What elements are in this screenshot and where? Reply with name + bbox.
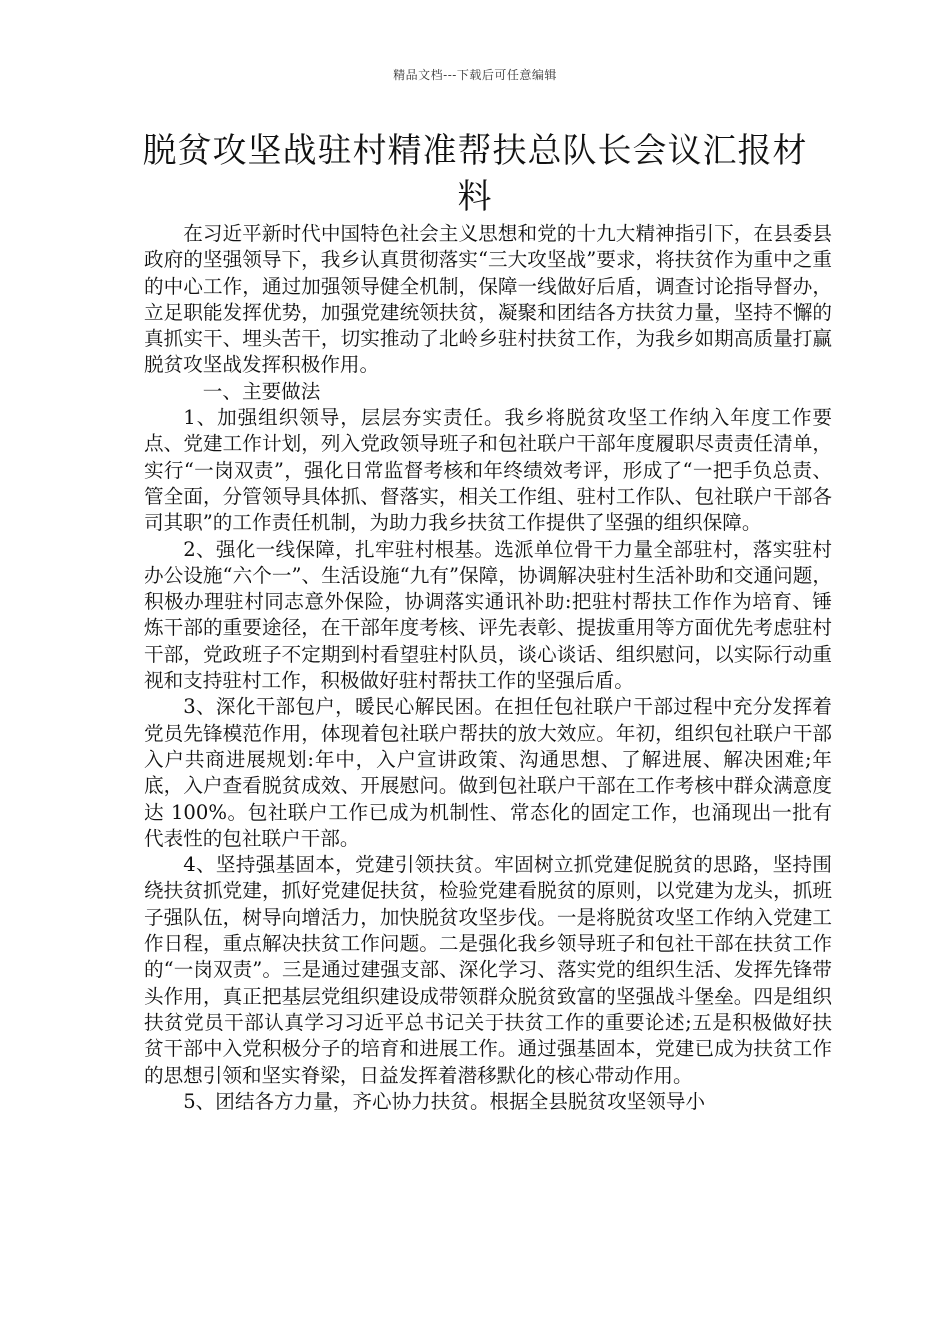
body-paragraph-2: 2、强化一线保障，扎牢驻村根基。选派单位骨干力量全部驻村，落实驻村办公设施“六个一”、生活设施“九有”保障，协调解决驻村生活补助和交通问题，积极办理驻村同志意外保险，协调落实通讯补助:把驻村帮扶工作作为培育、锤炼干部的重要途径，在干部年度考核、评先表彰、提拔重用等方面优先考虑驻村干部，党政班子不定期到村看望驻村队员，谈心谈话、组织慰问，以实际行动重视和支持驻村工作，积极做好驻村帮扶工作的坚强后盾。	[144, 537, 832, 693]
body-paragraph-1: 1、加强组织领导，层层夯实责任。我乡将脱贫攻坚工作纳入年度工作要点、党建工作计划，列入党政领导班子和包社联户干部年度履职尽责责任清单，实行“一岗双责”，强化日常监督考核和年终绩效考评，形成了“一把手负总责、管全面，分管领导具体抓、督落实，相关工作组、驻村工作队、包社联户干部各司其职”的工作责任机制，为助力我乡扶贫工作提供了坚强的组织保障。	[144, 406, 832, 535]
body-paragraph-5: 5、团结各方力量，齐心协力扶贫。根据全县脱贫攻坚领导小	[183, 1089, 706, 1113]
header-note: 精品文档---下载后可任意编辑	[393, 68, 557, 82]
document-body	[144, 221, 832, 1115]
document-title: 脱贫攻坚战驻村精准帮扶总队长会议汇报材料	[142, 131, 808, 217]
body-paragraph-3: 3、深化干部包户，暖民心解民困。在担任包社联户干部过程中充分发挥着党员先锋模范作用，体现着包社联户帮扶的放大效应。年初，组织包社联户干部入户共商进展规划:年中，入户宣讲政策、沟通思想、了解进展、解决困难;年底，入户查看脱贫成效、开展慰问。做到包社联户干部在工作考核中群众满意度达 100%。包社联户工作已成为机制性、常态化的固定工作，也涌现出一批有代表性的包社联户干部。	[144, 695, 832, 850]
intro-paragraph: 在习近平新时代中国特色社会主义思想和党的十九大精神指引下，在县委县政府的坚强领导下，我乡认真贯彻落实“三大攻坚战”要求，将扶贫作为重中之重的中心工作，通过加强领导健全机制，保障一线做好后盾，调查讨论指导督办，立足职能发挥优势，加强党建统领扶贫，凝聚和团结各方扶贫力量，坚持不懈的真抓实干、埋头苦干，切实推动了北岭乡驻村扶贫工作，为我乡如期高质量打赢脱贫攻坚战发挥积极作用。	[144, 222, 832, 377]
body-paragraph-4: 4、坚持强基固本，党建引领扶贫。牢固树立抓党建促脱贫的思路，坚持围绕扶贫抓党建，抓好党建促扶贫，检验党建看脱贫的原则，以党建为龙头，抓班子强队伍，树导向增活力，加快脱贫攻坚步伐。一是将脱贫攻坚工作纳入党建工作日程，重点解决扶贫工作问题。二是强化我乡领导班子和包社干部在扶贫工作的“一岗双责”。三是通过建强支部、深化学习、落实党的组织生活、发挥先锋带头作用，真正把基层党组织建设成带领群众脱贫致富的坚强战斗堡垒。四是组织扶贫党员干部认真学习习近平总书记关于扶贫工作的重要论述;五是积极做好扶贫干部中入党积极分子的培育和进展工作。通过强基固本，党建已成为扶贫工作的思想引领和坚实脊梁，日益发挥着潜移默化的核心带动作用。	[144, 853, 832, 1087]
section-heading: 一、主要做法	[202, 379, 321, 403]
